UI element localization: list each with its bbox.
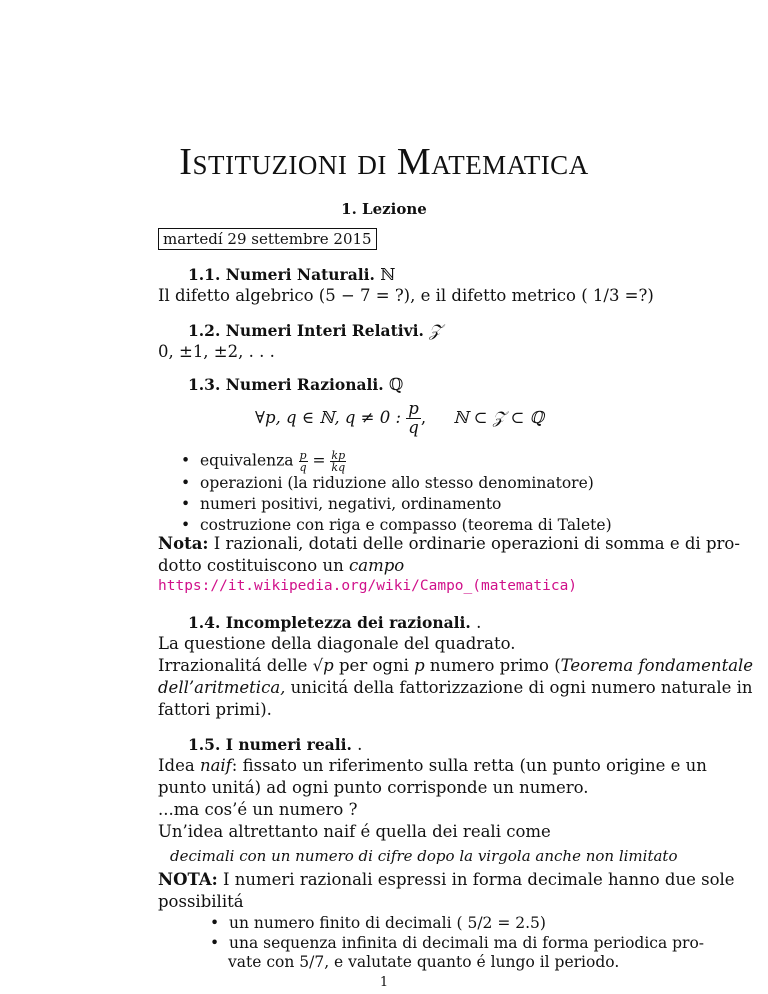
- decimals-quote: decimali con un numero di cifre dopo la virgola anche non limitato: [170, 847, 678, 865]
- list-item: • equivalenza $\frac{p}{q}$ = $\frac{kp}{kq}$: [181, 449, 346, 474]
- fraction-p-q: $\frac{p}{q}$: [299, 449, 307, 474]
- section-1-3-heading: [188, 374, 403, 396]
- campo-word: campo: [348, 556, 405, 575]
- section-1-2-heading: [188, 320, 442, 342]
- rationals-formula: ∀p, q ∈ ℕ, q ≠ 0 : $\frac{p}{q}$ , ℕ ⊂ 𝒵 ⊂ ℚ: [255, 399, 544, 437]
- section-heading-text: 1.2. Numeri Interi Relativi.: [188, 321, 424, 340]
- list-item: • una sequenza infinita di decimali ma di forma periodica pro-: [210, 934, 705, 952]
- section-1-5-line-4: Un’idea altrettanto naif é quella dei reali come: [158, 822, 551, 841]
- section-heading-text: 1.1. Numeri Naturali.: [188, 265, 375, 284]
- section-1-5-line-2: punto unitá) ad ogni punto corrisponde un numero.: [158, 778, 589, 797]
- section-1-4-line-3: dell’aritmetica, unicitá della fattorizzazione di ogni numero naturale in: [158, 678, 753, 697]
- section-heading-text: 1.4. Incompletezza dei razionali.: [188, 613, 471, 632]
- bullet-text: equivalenza: [200, 451, 294, 470]
- section-1-4-heading: 1.4. Incompletezza dei razionali. .: [188, 613, 482, 632]
- fraction-kp-kq: $\frac{kp}{kq}$: [331, 449, 346, 474]
- section-1-4-line-2: Irrazionalitá delle √p per ogni p numero primo (Teorema fondamentale: [158, 656, 754, 675]
- sqrt-p: √p: [312, 656, 334, 675]
- wikipedia-link[interactable]: https://it.wikipedia.org/wiki/Campo_(matematica): [158, 578, 578, 594]
- section-1-5-line-3: ...ma cos’é un numero ?: [158, 800, 358, 819]
- section-1-4-line-4: fattori primi).: [158, 700, 272, 719]
- formula-inclusion: ℕ ⊂ 𝒵 ⊂ ℚ: [453, 408, 544, 427]
- nota2-label: NOTA:: [158, 870, 218, 889]
- lesson-heading: 1. Lezione: [341, 200, 427, 218]
- bullet-list-1-5-cont: [210, 934, 704, 972]
- nota-text: I razionali, dotati delle ordinarie operazioni di somma e di pro-: [213, 534, 740, 553]
- nota2-line-2: possibilitá: [158, 892, 244, 911]
- list-item-continuation: vate con 5/7, e valutate quanto é lungo il periodo.: [228, 953, 620, 971]
- section-1-1-text: Il difetto algebrico (5 − 7 = ?), e il difetto metrico ( 1/3 =?): [158, 286, 654, 305]
- date-box: martedí 29 settembre 2015: [158, 228, 377, 250]
- section-1-1-heading: [188, 264, 395, 286]
- list-item: • operazioni (la riduzione allo stesso denominatore): [181, 474, 594, 492]
- list-item: • un numero finito di decimali ( 5/2 = 2.5): [210, 914, 546, 932]
- equals-sign: =: [312, 451, 326, 470]
- section-1-2-text: 0, ±1, ±2, . . .: [158, 342, 275, 361]
- fraction-denominator: q: [408, 418, 419, 437]
- section-1-4-line-1: La questione della diagonale del quadrato.: [158, 634, 516, 653]
- bullet-list-1-5: [210, 913, 546, 934]
- section-1-5-line-1: Idea naif: fissato un riferimento sulla retta (un punto origine e un: [158, 756, 707, 775]
- fraction-numerator: p: [408, 399, 419, 418]
- formula-fraction: [406, 400, 421, 437]
- list-item: • numeri positivi, negativi, ordinamento: [181, 495, 502, 513]
- integers-symbol: 𝒵: [429, 321, 442, 340]
- formula-quantifier: ∀p, q ∈ ℕ, q ≠ 0 :: [255, 408, 402, 427]
- section-heading-text: 1.5. I numeri reali.: [188, 735, 352, 754]
- nota-label: Nota:: [158, 534, 209, 553]
- section-heading-text: 1.3. Numeri Razionali.: [188, 375, 384, 394]
- nota2-line-1: NOTA: I numeri razionali espressi in forma decimale hanno due sole: [158, 870, 735, 889]
- page-number: 1: [379, 975, 389, 990]
- nota-line-1: [158, 533, 740, 555]
- bullet-list-1-3: [181, 450, 612, 536]
- rationals-symbol: ℚ: [388, 375, 404, 394]
- page-title: Istituzioni di Matematica: [179, 141, 589, 183]
- list-item: • costruzione con riga e compasso (teorema di Talete): [181, 516, 612, 534]
- nota-line-2: dotto costituiscono un campo: [158, 556, 405, 575]
- naturals-symbol: ℕ: [380, 265, 396, 284]
- section-1-5-heading: 1.5. I numeri reali. .: [188, 735, 363, 754]
